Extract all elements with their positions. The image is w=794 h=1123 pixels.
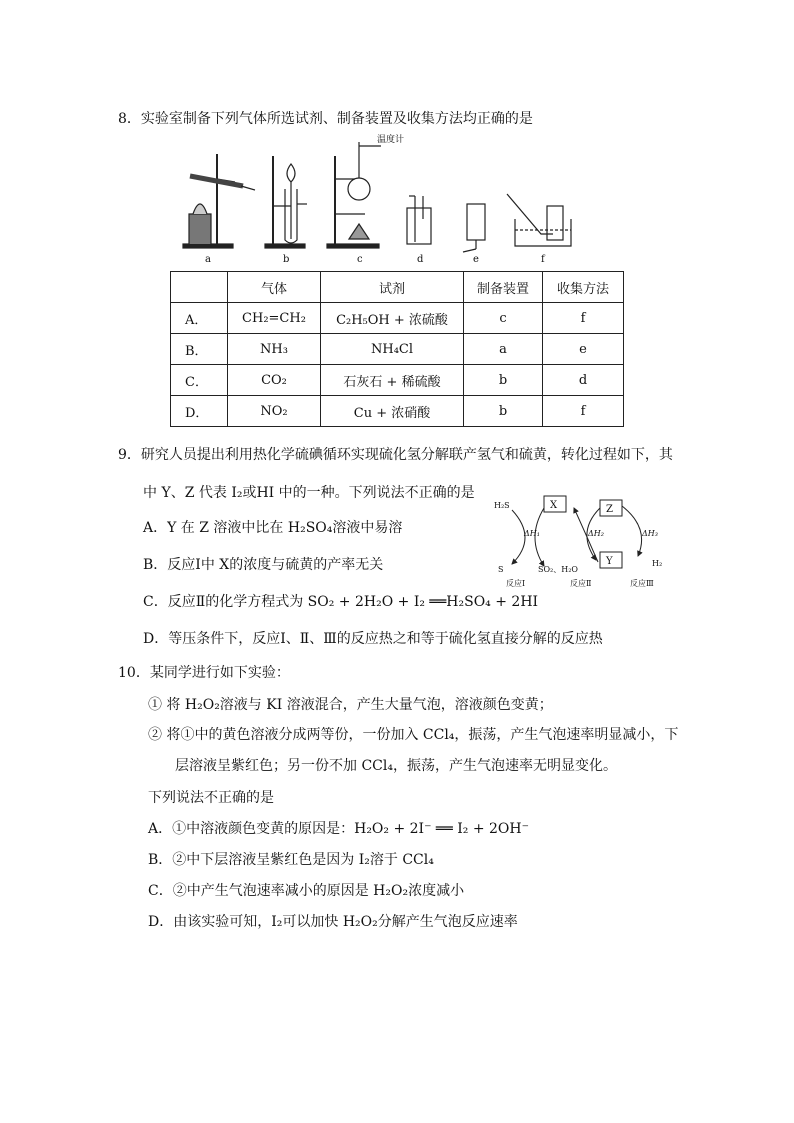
table-header-row [171, 272, 624, 303]
header-cell: 试剂 [321, 272, 464, 303]
q10-question: 下列说法不正确的是 [148, 790, 274, 806]
table-row [171, 396, 624, 427]
apparatus-d [407, 196, 431, 244]
thermometer-label: 温度计 [377, 135, 405, 145]
label-c: c [357, 254, 363, 265]
table-row [171, 334, 624, 365]
reagent-cell: 石灰石 + 稀硫酸 [321, 365, 464, 396]
q9-option-b: B．反应Ⅰ中 X的浓度与硫黄的产率无关 [143, 557, 384, 573]
label-d: d [417, 254, 424, 265]
q10-step2-line1: ② 将①中的黄色溶液分成两等份，一份加入 CCl₄，振荡，产生气泡速率明显减小，下 [148, 727, 679, 743]
option-label: C． [171, 365, 228, 396]
device-cell: b [464, 396, 543, 427]
dh1-label: ΔH₁ [524, 529, 540, 538]
label-f: f [541, 254, 545, 265]
q10-option-c: C．②中产生气泡速率减小的原因是 H₂O₂浓度减小 [148, 883, 465, 899]
reaction-1-label: 反应Ⅰ [506, 579, 526, 588]
collect-cell: d [543, 365, 624, 396]
box-z-label: Z [606, 504, 613, 515]
label-a: a [205, 254, 211, 265]
apparatus-b [265, 156, 307, 248]
table-row [171, 365, 624, 396]
collect-cell: e [543, 334, 624, 365]
reagent-cell: NH₄Cl [321, 334, 464, 365]
gas-cell: CO₂ [228, 365, 321, 396]
header-cell: 制备装置 [464, 272, 543, 303]
species-so2-h2o: SO₂、H₂O [538, 565, 578, 574]
reagent-cell: Cu + 浓硝酸 [321, 396, 464, 427]
q8-apparatus-figure [175, 134, 615, 266]
apparatus-f [507, 194, 571, 246]
q8-stem: 8．实验室制备下列气体所选试剂、制备装置及收集方法均正确的是 [118, 111, 533, 127]
q9-stem-line1: 9．研究人员提出利用热化学硫碘循环实现硫化氢分解联产氢气和硫黄，转化过程如下，其 [118, 447, 673, 463]
option-label: A． [171, 303, 228, 334]
box-x-label: X [550, 500, 558, 511]
q10-stem: 10．某同学进行如下实验： [118, 665, 290, 681]
header-cell [171, 272, 228, 303]
device-cell: c [464, 303, 543, 334]
q10-option-a: A．①中溶液颜色变黄的原因是：H₂O₂ + 2I⁻ ══ I₂ + 2OH⁻ [148, 821, 529, 837]
q9-cycle-diagram [490, 490, 670, 590]
dh2-label: ΔH₂ [588, 529, 604, 538]
reaction-2-label: 反应Ⅱ [570, 579, 592, 588]
gas-cell: NO₂ [228, 396, 321, 427]
q9-option-d: D．等压条件下，反应Ⅰ、Ⅱ、Ⅲ的反应热之和等于硫化氢直接分解的反应热 [143, 631, 603, 647]
table-row [171, 303, 624, 334]
label-b: b [283, 254, 290, 265]
q9-stem-line2: 中 Y、Z 代表 I₂或HI 中的一种。下列说法不正确的是 [143, 485, 475, 501]
species-h2: H₂ [652, 559, 663, 568]
collect-cell: f [543, 303, 624, 334]
reagent-cell: C₂H₅OH + 浓硫酸 [321, 303, 464, 334]
device-cell: a [464, 334, 543, 365]
q9-option-a: A．Y 在 Z 溶液中比在 H₂SO₄溶液中易溶 [143, 520, 403, 536]
q8-options-table [170, 271, 624, 427]
option-label: D． [171, 396, 228, 427]
header-cell: 收集方法 [543, 272, 624, 303]
q10-step1: ① 将 H₂O₂溶液与 KI 溶液混合，产生大量气泡，溶液颜色变黄； [148, 697, 553, 713]
option-label: B． [171, 334, 228, 365]
gas-cell: NH₃ [228, 334, 321, 365]
apparatus-a [183, 154, 255, 248]
device-cell: b [464, 365, 543, 396]
dh3-label: ΔH₃ [642, 529, 658, 538]
q10-option-b: B．②中下层溶液呈紫红色是因为 I₂溶于 CCl₄ [148, 852, 434, 868]
q10-step2-line2: 层溶液呈紫红色；另一份不加 CCl₄，振荡，产生气泡速率无明显变化。 [175, 758, 617, 774]
apparatus-e [463, 204, 485, 252]
q10-option-d: D．由该实验可知，I₂可以加快 H₂O₂分解产生气泡反应速率 [148, 914, 518, 930]
box-y-label: Y [606, 556, 613, 567]
reaction-3-label: 反应Ⅲ [630, 579, 654, 588]
species-s: S [498, 565, 504, 574]
apparatus-c [327, 142, 381, 248]
q9-option-c: C．反应Ⅱ的化学方程式为 SO₂ + 2H₂O + I₂ ══H₂SO₄ + 2HI [143, 594, 539, 610]
collect-cell: f [543, 396, 624, 427]
gas-cell: CH₂=CH₂ [228, 303, 321, 334]
species-h2s: H₂S [494, 501, 510, 510]
header-cell: 气体 [228, 272, 321, 303]
label-e: e [473, 254, 479, 265]
